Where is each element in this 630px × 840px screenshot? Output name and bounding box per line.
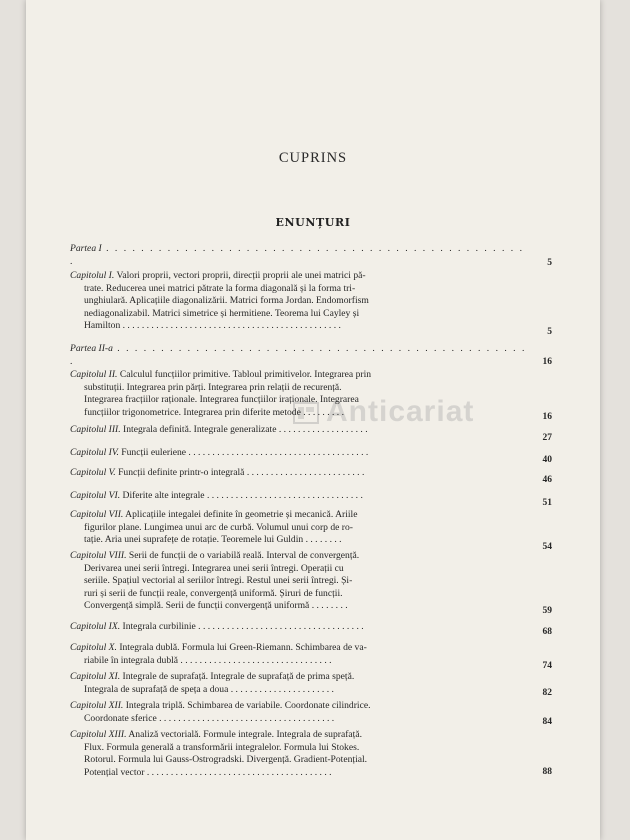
entry-label: Capitolul I. — [70, 270, 115, 281]
entry-text: Funcții euleriene . . . . . . . . . . . . . . . . . . . . . . . . . . . . . . . . . . . . . . — [121, 447, 369, 458]
toc-entry-capitolul-9 — [70, 621, 530, 634]
entry-text-line: nediagonalizabil. Matrici simetrice și hermitiene. Teorema lui Cayley și — [84, 307, 360, 319]
entry-label: Capitolul XIII. — [70, 729, 127, 740]
document-page — [26, 0, 600, 840]
entry-text-line: Potențial vector . . . . . . . . . . . . . . . . . . . . . . . . . . . . . . . . . . . . . . . — [84, 766, 332, 778]
entry-label: Capitolul II. — [70, 369, 118, 380]
entry-page-number: 54 — [542, 542, 552, 552]
entry-text-line: Integrarea fracțiilor raționale. Integrarea funcțiilor iraționale. Integrarea — [84, 394, 359, 406]
entry-page-number: 84 — [542, 717, 552, 727]
entry-text-line: Hamilton . . . . . . . . . . . . . . . . . . . . . . . . . . . . . . . . . . . . . . . . . . . . . . — [84, 320, 341, 332]
entry-text: Integrala triplă. Schimbarea de variabile. Coordonate cilindrice. — [125, 700, 371, 711]
entry-page-number: 82 — [542, 688, 552, 698]
entry-label: Capitolul X. — [70, 642, 117, 653]
toc-entry-capitolul-12 — [70, 700, 530, 725]
toc-entry-capitolul-11 — [70, 671, 530, 696]
entry-label: Capitolul III. — [70, 424, 121, 435]
entry-text: Integrala dublă. Formula lui Green-Riemann. Schimbarea de va- — [119, 642, 367, 653]
toc-entry-capitolul-5 — [70, 467, 530, 480]
entry-label: Capitolul V. — [70, 467, 116, 478]
watermark: Anticariat — [326, 395, 475, 428]
entry-text-line: funcțiilor trigonometrice. Integrarea prin diferite metode . . . . . . . . . — [84, 406, 345, 418]
toc-entry-partea-2 — [70, 343, 530, 368]
toc-entry-capitolul-13 — [70, 729, 530, 779]
toc-entry-capitolul-3 — [70, 424, 530, 437]
entry-label: Capitolul XII. — [70, 700, 124, 711]
entry-page-number: 5 — [547, 258, 552, 268]
entry-page-number: 16 — [542, 412, 552, 422]
entry-page-number: 16 — [542, 357, 552, 367]
toc-entry-capitolul-8 — [70, 550, 530, 613]
entry-page-number: 59 — [542, 606, 552, 616]
entry-label: Partea I — [70, 243, 102, 254]
entry-text-line: Flux. Formula generală a transformării integralelor. Formula lui Stokes. — [84, 741, 360, 753]
toc-entry-capitolul-6 — [70, 490, 530, 503]
entry-label: Capitolul IV. — [70, 447, 119, 458]
entry-text-line: figurilor plane. Lungimea unui arc de curbă. Volumul unui corp de ro- — [84, 521, 353, 533]
entry-text: Integrale de suprafață. Integrale de suprafață de prima speță. — [122, 671, 355, 682]
entry-text-line: Integrala de suprafață de speța a doua . . . . . . . . . . . . . . . . . . . . . . — [84, 683, 334, 695]
entry-page-number: 27 — [542, 433, 552, 443]
entry-text-line: seriile. Spațiul vectorial al seriilor întregi. Restul unei serii întregi. Și- — [84, 575, 353, 587]
entry-dots: . . . . . . . . . . . . . . . . . . . . . . . . . . . . . . . . . . . . . . . . . . . . . . . . — [70, 343, 527, 367]
entry-text: Calculul funcțiilor primitive. Tabloul primitivelor. Integrarea prin — [119, 369, 372, 380]
page-title: CUPRINS — [278, 150, 348, 166]
entry-label: Partea II-a — [70, 343, 113, 354]
toc-entry-capitolul-7 — [70, 509, 530, 547]
entry-text-line: Rotorul. Formula lui Gauss-Ostrogradski. Divergență. Gradient-Potențial. — [84, 754, 368, 766]
toc-entry-capitolul-4 — [70, 447, 530, 460]
entry-text-line: Convergență simplă. Serii de funcții convergență uniformă . . . . . . . . — [84, 600, 348, 612]
entry-text-line: ruri și serii de funcții reale, convergență uniformă. Șiruri de funcții. — [84, 587, 343, 599]
toc-entry-capitolul-10 — [70, 642, 530, 667]
toc-entry-capitolul-2 — [70, 369, 530, 419]
entry-text: Valori proprii, vectori proprii, direcții proprii ale unei matrici pă- — [116, 270, 366, 281]
entry-label: Capitolul XI. — [70, 671, 121, 682]
entry-text: Analiză vectorială. Formule integrale. Integrala de suprafață. — [128, 729, 362, 740]
entry-text: Aplicațiile integalei definite în geometrie și mecanică. Ariile — [125, 509, 358, 520]
entry-text-line: substituții. Integrarea prin părți. Integrarea prin relații de recurență. — [84, 381, 342, 393]
entry-page-number: 74 — [542, 661, 552, 671]
entry-page-number: 46 — [542, 475, 552, 485]
entry-text: Funcții definite printr-o integrală . . . . . . . . . . . . . . . . . . . . . . . . . — [118, 467, 365, 478]
entry-text-line: riabile în integrala dublă . . . . . . . . . . . . . . . . . . . . . . . . . . . . . . . . — [84, 654, 332, 666]
entry-text: Integrala definită. Integrale generalizate . . . . . . . . . . . . . . . . . . . — [123, 424, 368, 435]
entry-text: Serii de funcții de o variabilă reală. Interval de convergență. — [128, 550, 360, 561]
entry-dots: . . . . . . . . . . . . . . . . . . . . . . . . . . . . . . . . . . . . . . . . . . . . . . . . . — [70, 243, 524, 267]
entry-text-line: unghiulară. Aplicațiile diagonalizării. Matrici forma Jordan. Endomorfism — [84, 295, 369, 307]
entry-page-number: 68 — [542, 627, 552, 637]
section-heading: ENUNȚURI — [275, 216, 351, 229]
entry-label: Capitolul VI. — [70, 490, 121, 501]
entry-page-number: 40 — [542, 455, 552, 465]
entry-page-number: 88 — [542, 767, 552, 777]
entry-label: Capitolul VIII. — [70, 550, 127, 561]
entry-text-line: trate. Reducerea unei matrici pătrate la forma diagonală și la forma tri- — [84, 282, 356, 294]
entry-page-number: 5 — [547, 327, 552, 337]
entry-label: Capitolul IX. — [70, 621, 121, 632]
entry-text-line: tație. Aria unei suprafețe de rotație. Teoremele lui Guldin . . . . . . . . — [84, 534, 342, 546]
toc-entry-capitolul-1 — [70, 270, 530, 333]
entry-text-line: Derivarea unei serii întregi. Integrarea unei serii întregi. Operații cu — [84, 562, 344, 574]
entry-text: Diferite alte integrale . . . . . . . . . . . . . . . . . . . . . . . . . . . . . . . . . — [122, 490, 363, 501]
toc-entry-partea-1 — [70, 243, 530, 268]
entry-text-line: Coordonate sferice . . . . . . . . . . . . . . . . . . . . . . . . . . . . . . . . . . . . . — [84, 712, 335, 724]
entry-label: Capitolul VII. — [70, 509, 124, 520]
entry-text: Integrala curbilinie . . . . . . . . . . . . . . . . . . . . . . . . . . . . . . . . . . . — [122, 621, 364, 632]
entry-page-number: 51 — [542, 498, 552, 508]
